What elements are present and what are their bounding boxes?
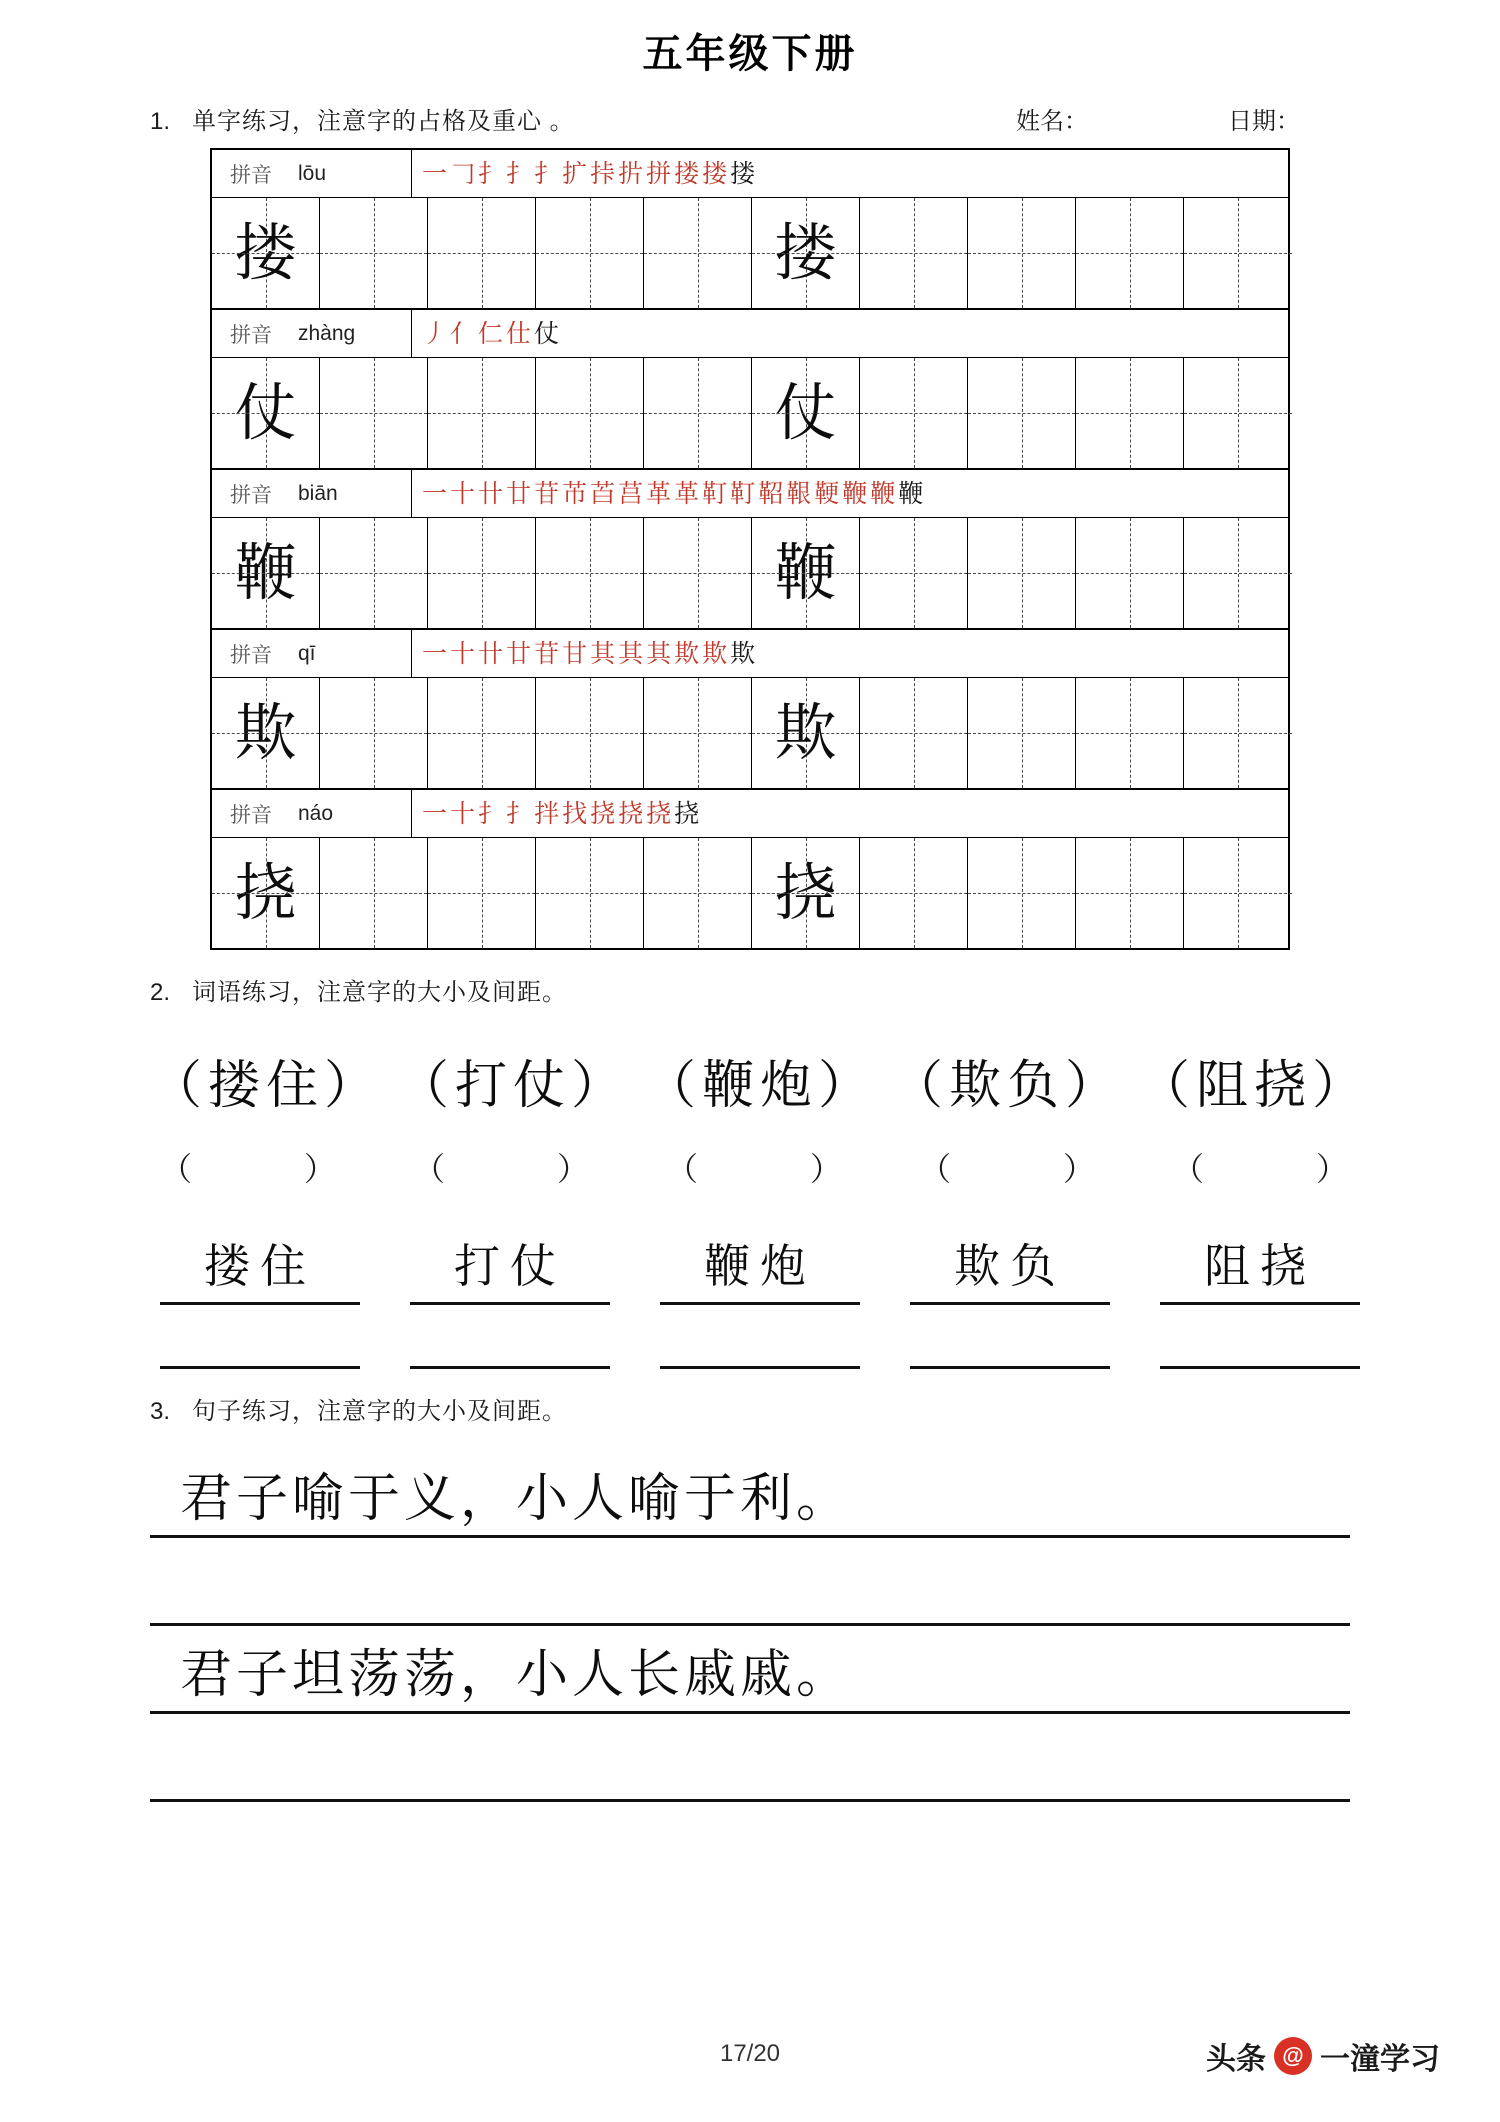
word-blank-paren-row [0, 1118, 1500, 1190]
stroke-step: 挠 [618, 799, 644, 828]
word-blank-line[interactable] [160, 1365, 360, 1369]
paren-close: ） [557, 1151, 592, 1187]
stroke-step: 仗 [534, 319, 560, 348]
word-underlined-sample: 阻挠 [1160, 1230, 1360, 1305]
practice-cell[interactable] [536, 358, 644, 468]
stroke-step: 靪 [702, 479, 728, 508]
practice-cell[interactable] [212, 678, 320, 788]
pinyin-value: zhàng [298, 321, 356, 345]
paren-close: ） [1315, 1151, 1350, 1187]
stroke-step: 欺 [674, 639, 700, 668]
stroke-step: 其 [618, 639, 644, 668]
model-character: 搂 [774, 216, 837, 289]
practice-cell[interactable] [536, 838, 644, 948]
model-character: 搂 [234, 216, 297, 289]
word-underlined-sample: 鞭炮 [660, 1230, 860, 1305]
word-blank-paren[interactable] [919, 1144, 1097, 1190]
pinyin-row [212, 470, 1288, 518]
practice-cell[interactable] [536, 518, 644, 628]
stroke-order-sequence [412, 790, 1288, 837]
stroke-step: 一 [422, 799, 448, 828]
practice-cell[interactable] [428, 838, 536, 948]
practice-cell[interactable] [320, 678, 428, 788]
stroke-step: 丿 [422, 319, 448, 348]
practice-cell[interactable] [644, 198, 752, 308]
stroke-step: 廿 [506, 639, 532, 668]
stroke-step: 莒 [618, 479, 644, 508]
practice-cell[interactable] [1076, 198, 1184, 308]
model-character: 仗 [774, 376, 837, 449]
word-blank-paren[interactable] [413, 1144, 591, 1190]
stroke-step: 搂 [702, 159, 728, 188]
at-icon: @ [1274, 2037, 1312, 2075]
model-character: 欺 [774, 696, 837, 769]
stroke-step: 扌 [534, 159, 560, 188]
section-2-heading [0, 950, 1500, 1013]
practice-cell[interactable] [1184, 518, 1292, 628]
practice-cell[interactable] [1184, 678, 1292, 788]
practice-cell[interactable] [968, 358, 1076, 468]
stroke-step: 鞎 [786, 479, 812, 508]
section-3-number: 3. [150, 1398, 171, 1425]
practice-grid-row [212, 838, 1288, 948]
section-2-text: 词语练习，注意字的大小及间距。 [192, 979, 568, 1006]
word-blank-line[interactable] [410, 1365, 610, 1369]
sentence-blank-line[interactable] [150, 1538, 1350, 1626]
stroke-step: 扌 [506, 799, 532, 828]
stroke-step: 廿 [506, 479, 532, 508]
pinyin-value: náo [298, 801, 334, 825]
stroke-step: 欺 [730, 639, 756, 668]
watermark-name: 一潼学习 [1320, 2043, 1440, 2076]
practice-cell[interactable] [536, 678, 644, 788]
stroke-order-sequence [412, 470, 1288, 517]
stroke-step: 十 [450, 479, 476, 508]
stroke-step: 一 [422, 159, 448, 188]
stroke-step: 芇 [562, 479, 588, 508]
practice-grid-row [212, 358, 1288, 468]
practice-cell[interactable] [752, 518, 860, 628]
paren-open: （ [160, 1151, 195, 1187]
paren-open: （ [1171, 1151, 1206, 1187]
stroke-step: 扸 [618, 159, 644, 188]
pinyin-row [212, 790, 1288, 838]
practice-cell[interactable] [968, 838, 1076, 948]
practice-cell[interactable] [860, 198, 968, 308]
practice-grid-row [212, 198, 1288, 308]
stroke-step: 苷 [534, 479, 560, 508]
stroke-step: 其 [646, 639, 672, 668]
practice-cell[interactable] [860, 838, 968, 948]
stroke-step: 鞕 [814, 479, 840, 508]
character-block [212, 630, 1288, 790]
word-blank-paren[interactable] [666, 1144, 844, 1190]
stroke-step: 苩 [590, 479, 616, 508]
stroke-step: 十 [450, 639, 476, 668]
practice-cell[interactable] [968, 678, 1076, 788]
stroke-step: 其 [590, 639, 616, 668]
section-3-text: 句子练习，注意字的大小及间距。 [192, 1398, 568, 1425]
pinyin-label: 拼音 [230, 643, 272, 667]
stroke-step: 扌 [506, 159, 532, 188]
word-sample: （搂住） [150, 1056, 383, 1116]
character-block [212, 310, 1288, 470]
model-character: 挠 [234, 856, 297, 929]
character-block [212, 790, 1288, 948]
sentence-blank-line[interactable] [150, 1714, 1350, 1802]
practice-cell[interactable] [428, 358, 536, 468]
sentence-practice-block [0, 1432, 1500, 1802]
pinyin-cell [212, 310, 412, 357]
word-sample: （欺负） [890, 1056, 1123, 1116]
page-footer [0, 2040, 1500, 2100]
character-block [212, 150, 1288, 310]
stroke-step: 一 [422, 639, 448, 668]
character-practice-table [210, 148, 1290, 950]
watermark [1206, 2034, 1440, 2078]
practice-cell[interactable] [752, 198, 860, 308]
practice-cell[interactable] [968, 518, 1076, 628]
stroke-step: 苷 [534, 639, 560, 668]
stroke-step: 搂 [730, 159, 756, 188]
stroke-step: 亻 [450, 319, 476, 348]
stroke-step: 一 [422, 479, 448, 508]
practice-cell[interactable] [860, 678, 968, 788]
pinyin-label: 拼音 [230, 323, 272, 347]
practice-cell[interactable] [968, 198, 1076, 308]
word-blank-paren[interactable] [160, 1144, 338, 1190]
paren-close: ） [304, 1151, 339, 1187]
practice-cell[interactable] [752, 838, 860, 948]
sentence-sample: 君子坦荡荡，小人长戚戚。 [150, 1626, 1350, 1714]
pinyin-cell [212, 470, 412, 517]
page-number: 17/20 [719, 2040, 781, 2067]
stroke-step: 欺 [702, 639, 728, 668]
section-1-text: 单字练习，注意字的占格及重心 。 [192, 108, 575, 135]
practice-cell[interactable] [860, 518, 968, 628]
student-meta [1016, 101, 1500, 136]
pinyin-label: 拼音 [230, 163, 272, 187]
word-blank-line[interactable] [1160, 1365, 1360, 1369]
model-character: 仗 [234, 376, 297, 449]
pinyin-cell [212, 630, 412, 677]
word-underlined-sample: 搂住 [160, 1230, 360, 1305]
practice-cell[interactable] [1184, 198, 1292, 308]
practice-grid-row [212, 678, 1288, 788]
practice-cell[interactable] [644, 518, 752, 628]
pinyin-label: 拼音 [230, 483, 272, 507]
paren-open: （ [918, 1151, 953, 1187]
name-label: 姓名： [1016, 108, 1088, 135]
practice-cell[interactable] [1076, 358, 1184, 468]
paren-open: （ [665, 1151, 700, 1187]
stroke-step: 鞀 [758, 479, 784, 508]
pinyin-row [212, 630, 1288, 678]
stroke-order-sequence [412, 630, 1288, 677]
stroke-order-sequence [412, 310, 1288, 357]
paren-open: （ [412, 1151, 447, 1187]
section-2-number: 2. [150, 979, 171, 1006]
practice-cell[interactable] [320, 518, 428, 628]
stroke-step: 扌 [478, 159, 504, 188]
pinyin-label: 拼音 [230, 803, 272, 827]
stroke-order-sequence [412, 150, 1288, 197]
stroke-step: 找 [562, 799, 588, 828]
pinyin-row [212, 150, 1288, 198]
paren-close: ） [1062, 1151, 1097, 1187]
model-character: 鞭 [774, 536, 837, 609]
stroke-step: 鞭 [842, 479, 868, 508]
practice-cell[interactable] [212, 198, 320, 308]
stroke-step: 卄 [478, 479, 504, 508]
stroke-step: 鞭 [870, 479, 896, 508]
character-block [212, 470, 1288, 630]
pinyin-cell [212, 790, 412, 837]
word-underlined-sample: 打仗 [410, 1230, 610, 1305]
section-1-number: 1. [150, 108, 171, 135]
practice-cell[interactable] [644, 678, 752, 788]
practice-grid-row [212, 518, 1288, 628]
date-label: 日期： [1228, 108, 1300, 135]
practice-cell[interactable] [428, 518, 536, 628]
practice-cell[interactable] [320, 198, 428, 308]
practice-cell[interactable] [320, 358, 428, 468]
word-underlined-row [0, 1190, 1500, 1305]
practice-cell[interactable] [1184, 358, 1292, 468]
stroke-step: 拼 [646, 159, 672, 188]
practice-cell[interactable] [212, 358, 320, 468]
practice-cell[interactable] [536, 198, 644, 308]
stroke-step: 靪 [730, 479, 756, 508]
practice-cell[interactable] [860, 358, 968, 468]
word-blank-line-row [0, 1305, 1500, 1369]
stroke-step: 扌 [478, 799, 504, 828]
word-sample-row [0, 1013, 1500, 1118]
word-sample: （鞭炮） [643, 1056, 876, 1116]
section-1-heading [0, 79, 1500, 142]
practice-cell[interactable] [644, 838, 752, 948]
practice-cell[interactable] [320, 838, 428, 948]
practice-cell[interactable] [428, 678, 536, 788]
practice-cell[interactable] [212, 518, 320, 628]
stroke-step: 十 [450, 799, 476, 828]
stroke-step: 挊 [590, 159, 616, 188]
stroke-step: 拌 [534, 799, 560, 828]
stroke-step: 革 [674, 479, 700, 508]
practice-cell[interactable] [212, 838, 320, 948]
stroke-step: 挠 [646, 799, 672, 828]
word-sample: （打仗） [396, 1056, 629, 1116]
stroke-step: 仕 [506, 319, 532, 348]
model-character: 鞭 [234, 536, 297, 609]
practice-cell[interactable] [752, 678, 860, 788]
word-underlined-sample: 欺负 [910, 1230, 1110, 1305]
practice-cell[interactable] [1076, 678, 1184, 788]
stroke-step: 𠃌 [450, 159, 476, 188]
practice-cell[interactable] [1076, 838, 1184, 948]
pinyin-value: qī [298, 641, 316, 665]
stroke-step: 革 [646, 479, 672, 508]
sentence-sample: 君子喻于义，小人喻于利。 [150, 1450, 1350, 1538]
stroke-step: 卄 [478, 639, 504, 668]
stroke-step: 挠 [590, 799, 616, 828]
pinyin-cell [212, 150, 412, 197]
stroke-step: 扩 [562, 159, 588, 188]
paren-close: ） [809, 1151, 844, 1187]
practice-cell[interactable] [1076, 518, 1184, 628]
stroke-step: 甘 [562, 639, 588, 668]
stroke-step: 鞭 [898, 479, 924, 508]
word-blank-paren[interactable] [1172, 1144, 1350, 1190]
stroke-step: 仁 [478, 319, 504, 348]
watermark-prefix: 头条 [1206, 2043, 1266, 2076]
practice-cell[interactable] [752, 358, 860, 468]
word-blank-line[interactable] [660, 1365, 860, 1369]
page-title: 五年级下册 [642, 32, 858, 76]
word-sample: （阻挠） [1137, 1056, 1370, 1116]
stroke-step: 搂 [674, 159, 700, 188]
model-character: 挠 [774, 856, 837, 929]
stroke-step: 挠 [674, 799, 700, 828]
practice-cell[interactable] [644, 358, 752, 468]
pinyin-row [212, 310, 1288, 358]
section-3-heading [0, 1369, 1500, 1432]
word-blank-line[interactable] [910, 1365, 1110, 1369]
pinyin-value: lōu [298, 161, 327, 185]
practice-cell[interactable] [1184, 838, 1292, 948]
model-character: 欺 [234, 696, 297, 769]
practice-cell[interactable] [428, 198, 536, 308]
pinyin-value: biān [298, 481, 338, 505]
